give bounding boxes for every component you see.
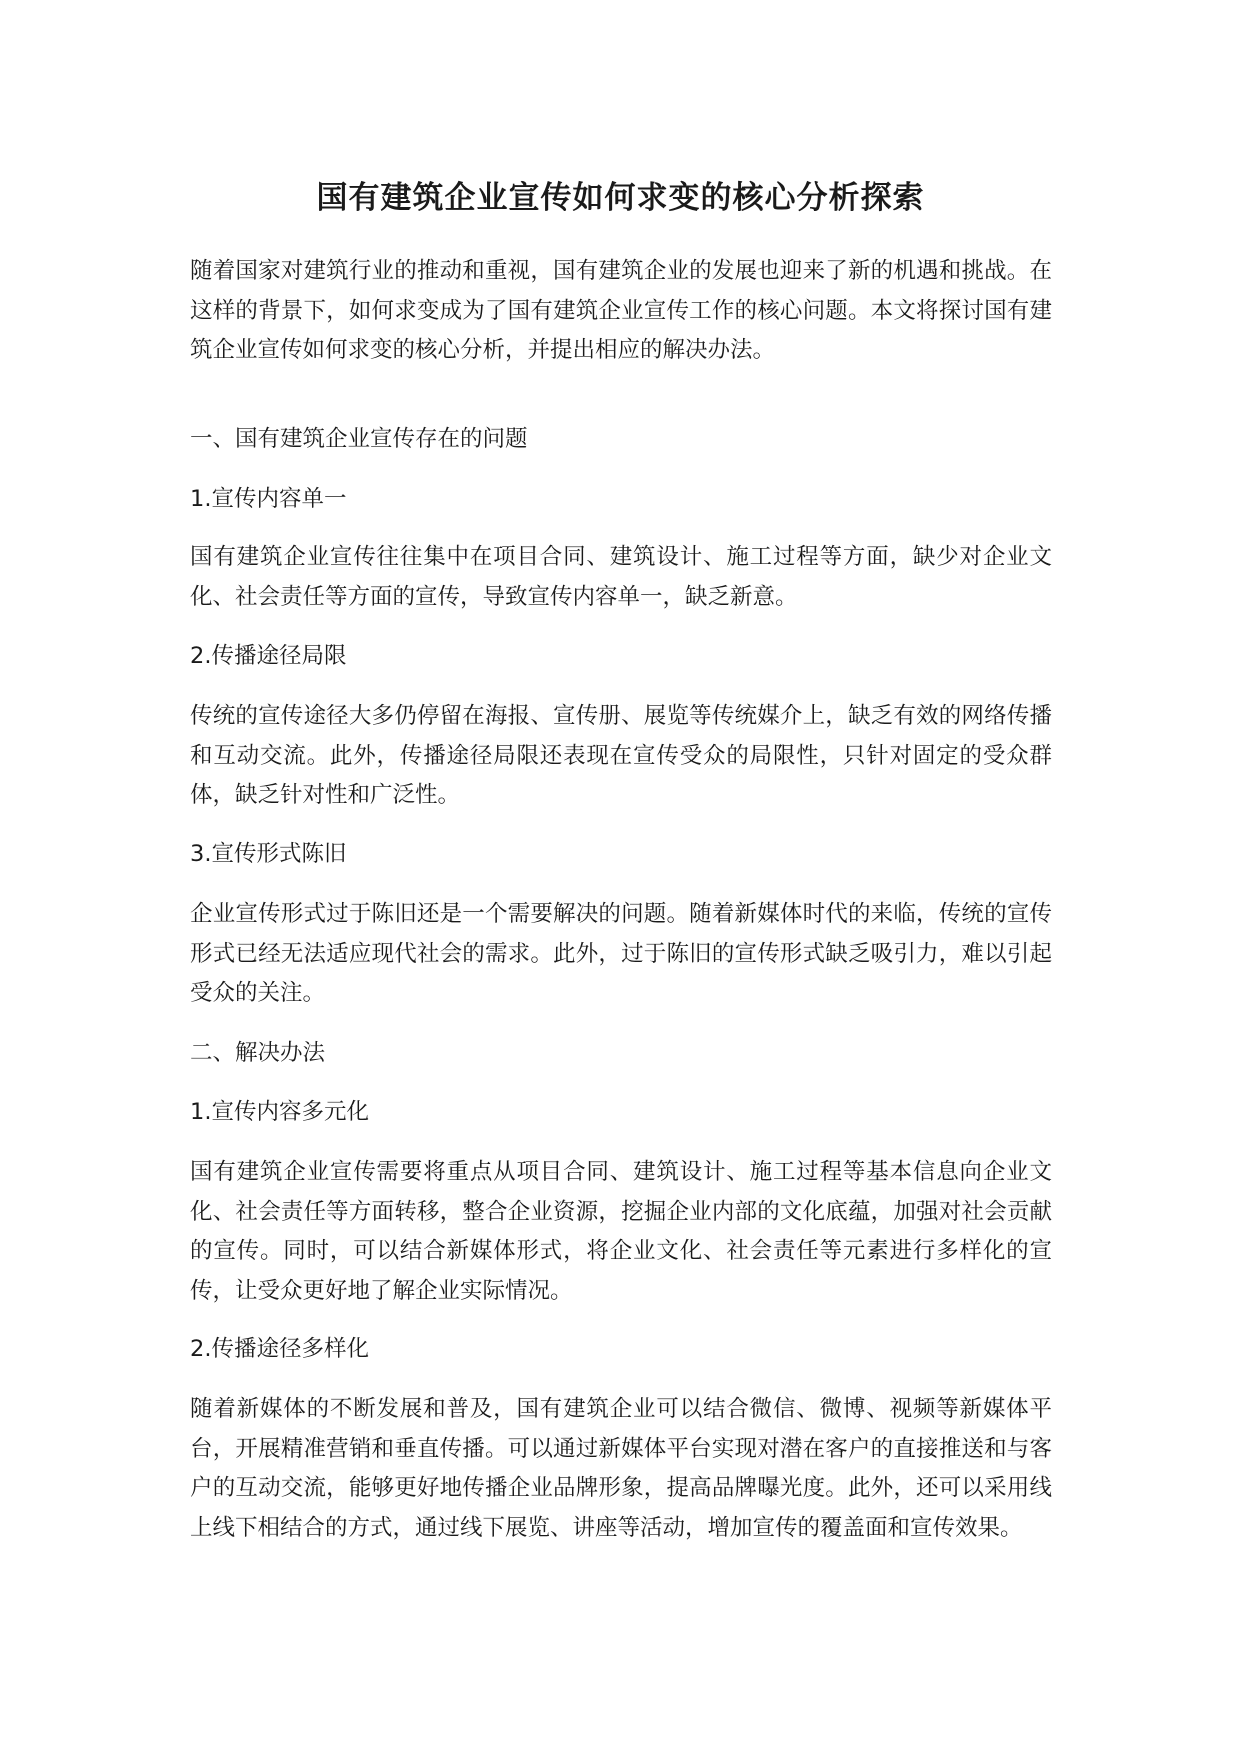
subheading-form-outdated: 3.宣传形式陈旧 [190,841,347,867]
paragraph-content-single: 国有建筑企业宣传往往集中在项目合同、建筑设计、施工过程等方面，缺少对企业文化、社会责任等方面的宣传，导致宣传内容单一，缺乏新意。 [190,544,1052,610]
section-heading-solutions: 二、解决办法 [190,1040,326,1066]
subheading-content-single: 1.宣传内容单一 [190,486,347,512]
subheading-content-diverse: 1.宣传内容多元化 [190,1099,369,1125]
subheading-channel-diverse: 2.传播途径多样化 [190,1336,369,1362]
section-heading-problems: 一、国有建筑企业宣传存在的问题 [190,426,528,452]
intro-paragraph: 随着国家对建筑行业的推动和重视，国有建筑企业的发展也迎来了新的机遇和挑战。在这样的背景下，如何求变成为了国有建筑企业宣传工作的核心问题。本文将探讨国有建筑企业宣传如何求变的核心分析，并提出相应的解决办法。 [190,258,1052,363]
paragraph-channel-diverse: 随着新媒体的不断发展和普及，国有建筑企业可以结合微信、微博、视频等新媒体平台，开展精准营销和垂直传播。可以通过新媒体平台实现对潜在客户的直接推送和与客户的互动交流，能够更好地传播企业品牌形象，提高品牌曝光度。此外，还可以采用线上线下相结合的方式，通过线下展览、讲座等活动，增加宣传的覆盖面和宣传效果。 [190,1396,1052,1541]
paragraph-content-diverse: 国有建筑企业宣传需要将重点从项目合同、建筑设计、施工过程等基本信息向企业文化、社会责任等方面转移，整合企业资源，挖掘企业内部的文化底蕴，加强对社会贡献的宣传。同时，可以结合新媒体形式，将企业文化、社会责任等元素进行多样化的宣传，让受众更好地了解企业实际情况。 [190,1159,1052,1304]
document-title: 国有建筑企业宣传如何求变的核心分析探索 [316,180,925,216]
subheading-channel-limited: 2.传播途径局限 [190,643,347,669]
paragraph-form-outdated: 企业宣传形式过于陈旧还是一个需要解决的问题。随着新媒体时代的来临，传统的宣传形式已经无法适应现代社会的需求。此外，过于陈旧的宣传形式缺乏吸引力，难以引起受众的关注。 [190,901,1052,1006]
paragraph-channel-limited: 传统的宣传途径大多仍停留在海报、宣传册、展览等传统媒介上，缺乏有效的网络传播和互动交流。此外，传播途径局限还表现在宣传受众的局限性，只针对固定的受众群体，缺乏针对性和广泛性。 [190,703,1052,808]
